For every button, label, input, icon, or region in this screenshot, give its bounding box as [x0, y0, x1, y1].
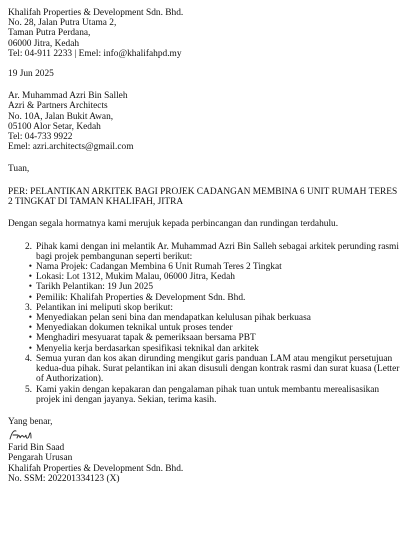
signatory-block: [8, 443, 400, 484]
signatory-ssm: No. SSM: 202201334123 (X): [8, 473, 120, 484]
sender-address-1: No. 28, Jalan Putra Utama 2,: [8, 18, 117, 29]
list-item-text: Pihak kami dengan ini melantik Ar. Muhammad Azri Bin Salleh sebagai arkitek perunding rasmi bagi projek pembangunan seperti berikut:: [36, 241, 399, 262]
list-item-text: Nama Projek: Cadangan Membina 6 Unit Rumah Teres 2 Tingkat: [36, 262, 282, 273]
closing: Yang benar,: [8, 416, 53, 427]
subject-line: PER: PELANTIKAN ARKITEK BAGI PROJEK CADANGAN MEMBINA 6 UNIT RUMAH TERES 2 TINGKAT DI TAMAN KHALIFAH, JITRA: [8, 186, 398, 208]
list-marker: 4.: [24, 353, 32, 364]
list-item-text: Lokasi: Lot 1312, Mukim Malau, 06000 Jitra, Kedah: [36, 272, 235, 283]
list-item-text: Tarikh Pelantikan: 19 Jun 2025: [36, 282, 154, 293]
salutation: Tuan,: [8, 164, 30, 175]
list-item: [8, 323, 400, 333]
list-item: [8, 242, 400, 262]
bullet-marker: •: [28, 282, 32, 293]
list-item-text: Pelantikan ini meliputi skop berikut:: [36, 302, 173, 313]
recipient-block: [8, 91, 400, 152]
list-item-text: Menyelia kerja berdasarkan spesifikasi teknikal dan arkitek: [36, 343, 259, 354]
bullet-marker: •: [28, 292, 32, 303]
recipient-name: Ar. Muhammad Azri Bin Salleh: [8, 91, 128, 102]
list-item: [8, 262, 400, 272]
list-item-text: Menyediakan pelan seni bina dan mendapatkan kelulusan pihak berkuasa: [36, 313, 311, 324]
list-item-text: Menghadiri mesyuarat tapak & pemeriksaan bersama PBT: [36, 333, 256, 344]
sender-name: Khalifah Properties & Development Sdn. Bhd.: [8, 8, 184, 18]
recipient-address-1: No. 10A, Jalan Bukit Awan,: [8, 111, 114, 122]
recipient-firm: Azri & Partners Architects: [8, 101, 108, 112]
list-marker: 5.: [24, 384, 32, 395]
signature-icon: [8, 428, 34, 442]
bullet-marker: •: [28, 262, 32, 273]
letter: [8, 8, 400, 484]
list-item: [8, 344, 400, 354]
list-item: [8, 385, 400, 405]
list-item: [8, 313, 400, 323]
list-item-text: Pemilik: Khalifah Properties & Development Sdn. Bhd.: [36, 292, 246, 303]
list-item-text: Kami yakin dengan kepakaran dan pengalaman pihak tuan untuk membantu merealisasikan projek ini dengan jayanya. Sekian, terima kasih.: [36, 384, 380, 405]
list-item-text: Menyediakan dokumen teknikal untuk proses tender: [36, 323, 233, 334]
recipient-email: Emel: azri.architects@gmail.com: [8, 142, 134, 153]
list-item: [8, 354, 400, 385]
bullet-marker: •: [28, 333, 32, 344]
appointment-list: [8, 242, 400, 405]
recipient-phone: Tel: 04-733 9922: [8, 132, 73, 143]
list-item: [8, 303, 400, 313]
signatory-name: Farid Bin Saad: [8, 443, 65, 454]
intro-paragraph: Dengan segala hormatnya kami merujuk kepada perbincangan dan rundingan terdahulu.: [8, 219, 339, 230]
list-item: [8, 282, 400, 292]
recipient-address-2: 05100 Alor Setar, Kedah: [8, 121, 101, 132]
letter-date: 19 Jun 2025: [8, 69, 54, 80]
bullet-marker: •: [28, 323, 32, 334]
signature: [8, 427, 400, 443]
list-item: [8, 293, 400, 303]
bullet-marker: •: [28, 313, 32, 324]
list-item: [8, 272, 400, 282]
signatory-title: Pengarah Urusan: [8, 453, 73, 464]
sender-address-3: 06000 Jitra, Kedah: [8, 38, 80, 49]
bullet-marker: •: [28, 272, 32, 283]
list-marker: 2.: [24, 241, 32, 252]
bullet-marker: •: [28, 343, 32, 354]
list-marker: 3.: [24, 302, 32, 313]
signatory-company: Khalifah Properties & Development Sdn. Bhd.: [8, 463, 184, 474]
list-item: [8, 333, 400, 343]
sender-contact: Tel: 04-911 2233 | Emel: info@khalifahpd.my: [8, 48, 182, 59]
list-item-text: Semua yuran dan kos akan dirunding mengikut garis panduan LAM atau mengikut persetujuan kedua-dua pihak. Surat pelantikan ini akan disusuli dengan kontrak rasmi dan surat kuasa (Letter of Authorization).: [36, 353, 400, 385]
sender-block: [8, 8, 400, 59]
sender-address-2: Taman Putra Perdana,: [8, 28, 91, 39]
